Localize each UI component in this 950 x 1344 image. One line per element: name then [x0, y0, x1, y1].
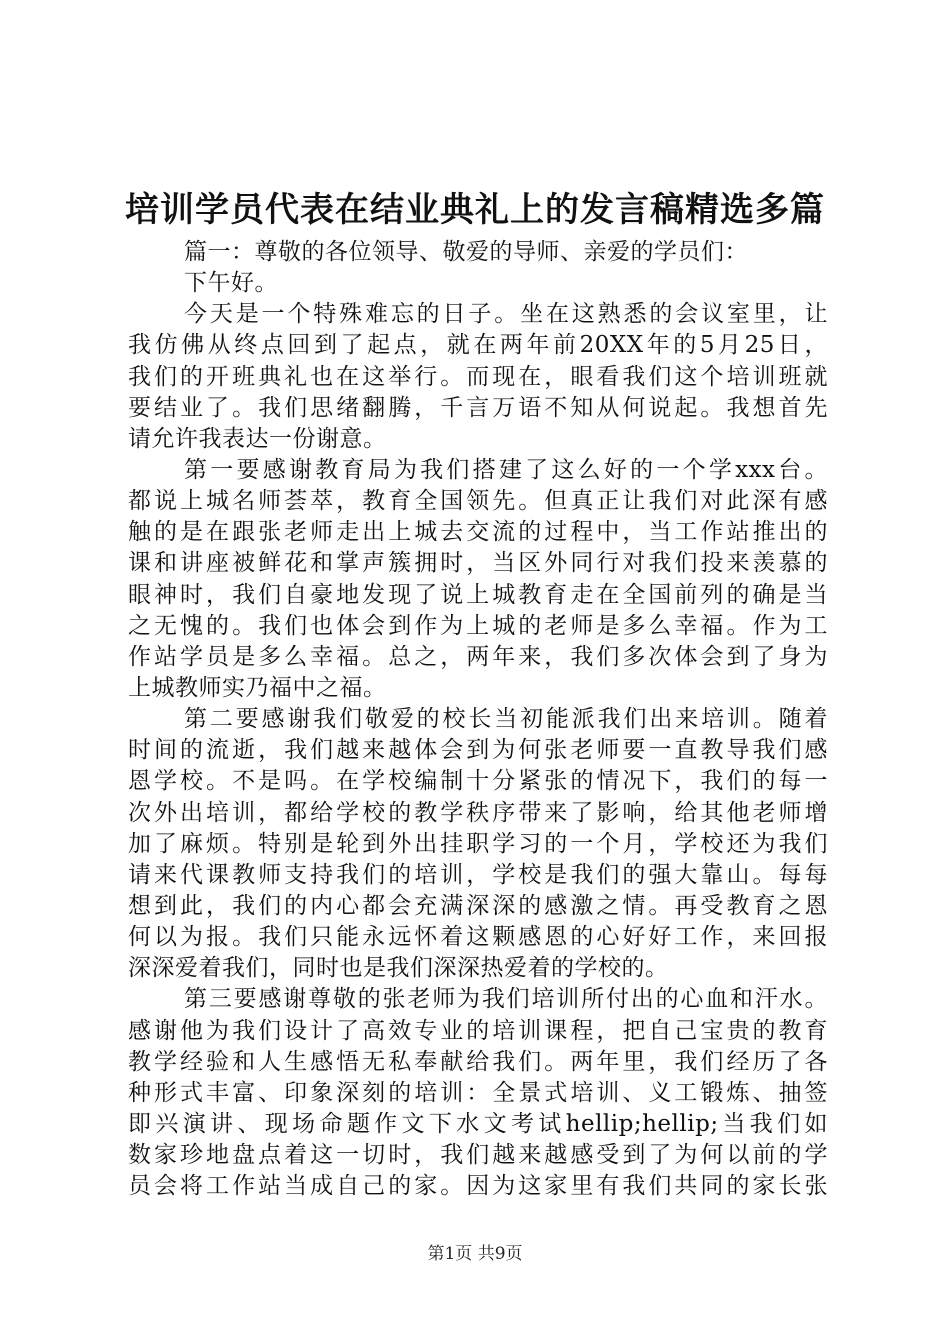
text-line: 恩学校。不是吗。在学校编制十分紧张的情况下，我们的每一	[128, 768, 828, 795]
text-line: 加了麻烦。特别是轮到外出挂职学习的一个月，学校还为我们	[128, 830, 828, 857]
text-line: 请允许我表达一份谢意。	[128, 425, 387, 452]
text-line: 第一要感谢教育局为我们搭建了这么好的一个学xxx台。	[184, 456, 828, 483]
text-line: 篇一：尊敬的各位领导、敬爱的导师、亲爱的学员们：	[184, 239, 748, 265]
text-line: 今天是一个特殊难忘的日子。坐在这熟悉的会议室里，让	[184, 301, 828, 328]
text-line: 之无愧的。我们也体会到作为上城的老师是多么幸福。作为工	[128, 612, 828, 639]
text-line: 作站学员是多么幸福。总之，两年来，我们多次体会到了身为	[128, 643, 828, 670]
text-line: 第三要感谢尊敬的张老师为我们培训所付出的心血和汗水。	[184, 986, 828, 1013]
text-line: 我们的开班典礼也在这举行。而现在，眼看我们这个培训班就	[128, 363, 828, 390]
text-line: 教学经验和人生感悟无私奉献给我们。两年里，我们经历了各	[128, 1048, 828, 1075]
text-line: 感谢他为我们设计了高效专业的培训课程，把自己宝贵的教育	[128, 1017, 828, 1044]
text-line: 课和讲座被鲜花和掌声簇拥时，当区外同行对我们投来羡慕的	[128, 550, 828, 577]
text-line: 上城教师实乃福中之福。	[128, 674, 387, 701]
document-body	[128, 237, 828, 1202]
text-line: 都说上城名师荟萃，教育全国领先。但真正让我们对此深有感	[128, 488, 828, 515]
text-line: 数家珍地盘点着这一切时，我们越来越感受到了为何以前的学	[128, 1142, 828, 1169]
text-line: 员会将工作站当成自己的家。因为这家里有我们共同的家长张	[128, 1173, 828, 1200]
text-line: 要结业了。我们思绪翻腾，千言万语不知从何说起。我想首先	[128, 394, 828, 421]
text-line: 种形式丰富、印象深刻的培训：全景式培训、义工锻炼、抽签	[128, 1079, 828, 1106]
text-line: 次外出培训，都给学校的教学秩序带来了影响，给其他老师增	[128, 799, 828, 826]
text-line: 请来代课教师支持我们的培训，学校是我们的强大靠山。每每	[128, 861, 828, 888]
text-line: 第二要感谢我们敬爱的校长当初能派我们出来培训。随着	[184, 706, 828, 733]
text-line: 时间的流逝，我们越来越体会到为何张老师要一直教导我们感	[128, 737, 828, 764]
text-line: 想到此，我们的内心都会充满深深的感激之情。再受教育之恩	[128, 892, 828, 919]
page-number-footer: 第1页 共9页	[427, 1244, 523, 1264]
text-line: 我仿佛从终点回到了起点，就在两年前20XX年的5月25日，	[128, 332, 828, 359]
text-line: 即兴演讲、现场命题作文下水文考试hellip;hellip;当我们如	[128, 1110, 828, 1137]
text-line: 下午好。	[184, 270, 278, 297]
document-title: 培训学员代表在结业典礼上的发言稿精选多篇	[125, 190, 825, 230]
text-line: 触的是在跟张老师走出上城去交流的过程中，当工作站推出的	[128, 519, 828, 546]
text-line: 深深爱着我们，同时也是我们深深热爱着的学校的。	[128, 955, 669, 982]
text-line: 眼神时，我们自豪地发现了说上城教育走在全国前列的确是当	[128, 581, 828, 608]
text-line: 何以为报。我们只能永远怀着这颗感恩的心好好工作，来回报	[128, 924, 828, 951]
